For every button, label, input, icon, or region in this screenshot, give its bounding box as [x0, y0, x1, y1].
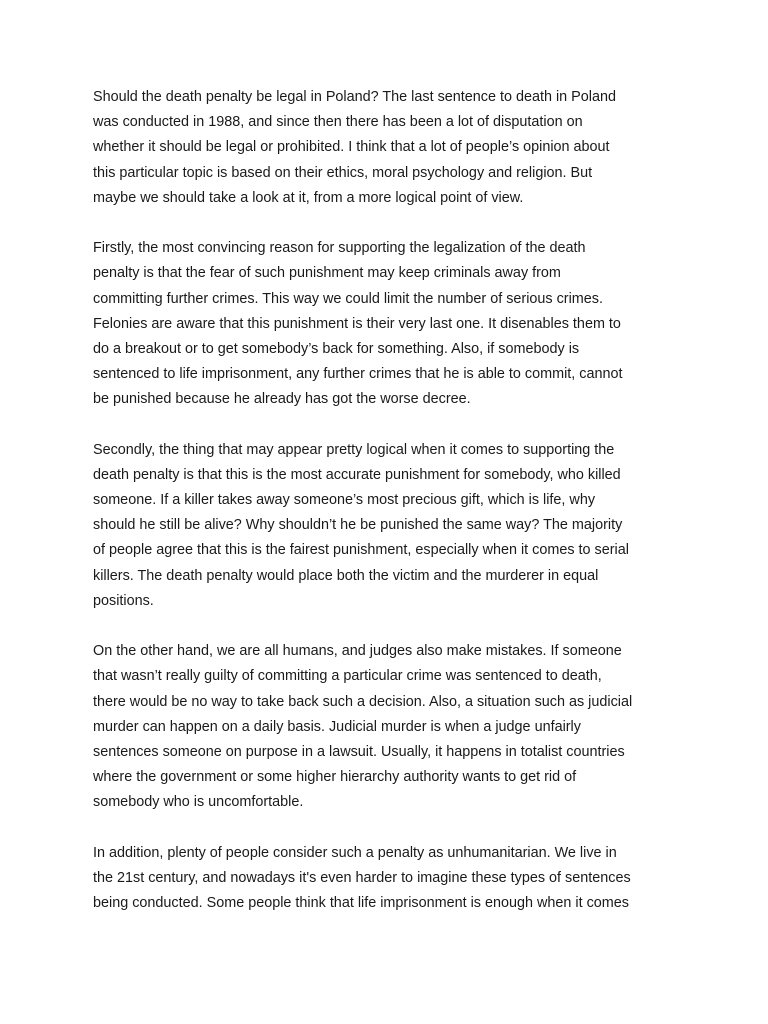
text-line: be punished because he already has got the worse decree.	[93, 391, 471, 408]
text-line: Should the death penalty be legal in Poland? The last sentence to death in Poland	[93, 89, 616, 105]
text-line: should he still be alive? Why shouldn’t he be punished the same way? The majority	[93, 517, 623, 534]
text-line: In addition, plenty of people consider such a penalty as unhumanitarian. We live in	[93, 844, 617, 861]
paragraph-intro	[93, 85, 683, 211]
text-line: whether it should be legal or prohibited. I think that a lot of people’s opinion about	[93, 139, 610, 156]
text-line: Secondly, the thing that may appear pretty logical when it comes to supporting the	[93, 441, 615, 458]
paragraph-in-addition	[93, 841, 683, 917]
text-line: death penalty is that this is the most accurate punishment for somebody, who killed	[93, 466, 621, 483]
text-line: maybe we should take a look at it, from a more logical point of view.	[93, 189, 524, 206]
text-line: sentenced to life imprisonment, any further crimes that he is able to commit, cannot	[93, 366, 623, 383]
text-line: killers. The death penalty would place both the victim and the murderer in equal	[93, 567, 599, 584]
text-line: that wasn’t really guilty of committing a particular crime was sentenced to death,	[93, 668, 602, 685]
text-line: there would be no way to take back such a decision. Also, a situation such as judicial	[93, 693, 633, 710]
text-line: was conducted in 1988, and since then there has been a lot of disputation on	[93, 114, 583, 131]
document-body	[93, 85, 683, 941]
text-line: do a breakout or to get somebody’s back for something. Also, if somebody is	[93, 340, 580, 357]
text-line: sentences someone on purpose in a lawsuit. Usually, it happens in totalist countries	[93, 743, 625, 760]
text-line: being conducted. Some people think that life imprisonment is enough when it comes	[93, 895, 629, 911]
paragraph-other-hand	[93, 639, 683, 815]
text-line: of people agree that this is the fairest punishment, especially when it comes to serial	[93, 542, 629, 559]
text-line: someone. If a killer takes away someone’s most precious gift, which is life, why	[93, 492, 596, 508]
text-line: Firstly, the most convincing reason for supporting the legalization of the death	[93, 240, 586, 257]
paragraph-secondly	[93, 438, 683, 614]
text-line: where the government or some higher hierarchy authority wants to get rid of	[93, 769, 577, 786]
paragraph-firstly	[93, 236, 683, 412]
text-line: this particular topic is based on their ethics, moral psychology and religion. But	[93, 164, 593, 181]
text-line: penalty is that the fear of such punishment may keep criminals away from	[93, 265, 561, 282]
text-line: On the other hand, we are all humans, and judges also make mistakes. If someone	[93, 643, 622, 660]
text-line: murder can happen on a daily basis. Judicial murder is when a judge unfairly	[93, 718, 581, 735]
text-line: the 21st century, and nowadays it's even harder to imagine these types of sentences	[93, 869, 631, 886]
text-line: positions.	[93, 592, 154, 609]
text-line: Felonies are aware that this punishment is their very last one. It disenables them to	[93, 315, 621, 332]
text-line: committing further crimes. This way we could limit the number of serious crimes.	[93, 290, 603, 307]
text-line: somebody who is uncomfortable.	[93, 794, 304, 811]
